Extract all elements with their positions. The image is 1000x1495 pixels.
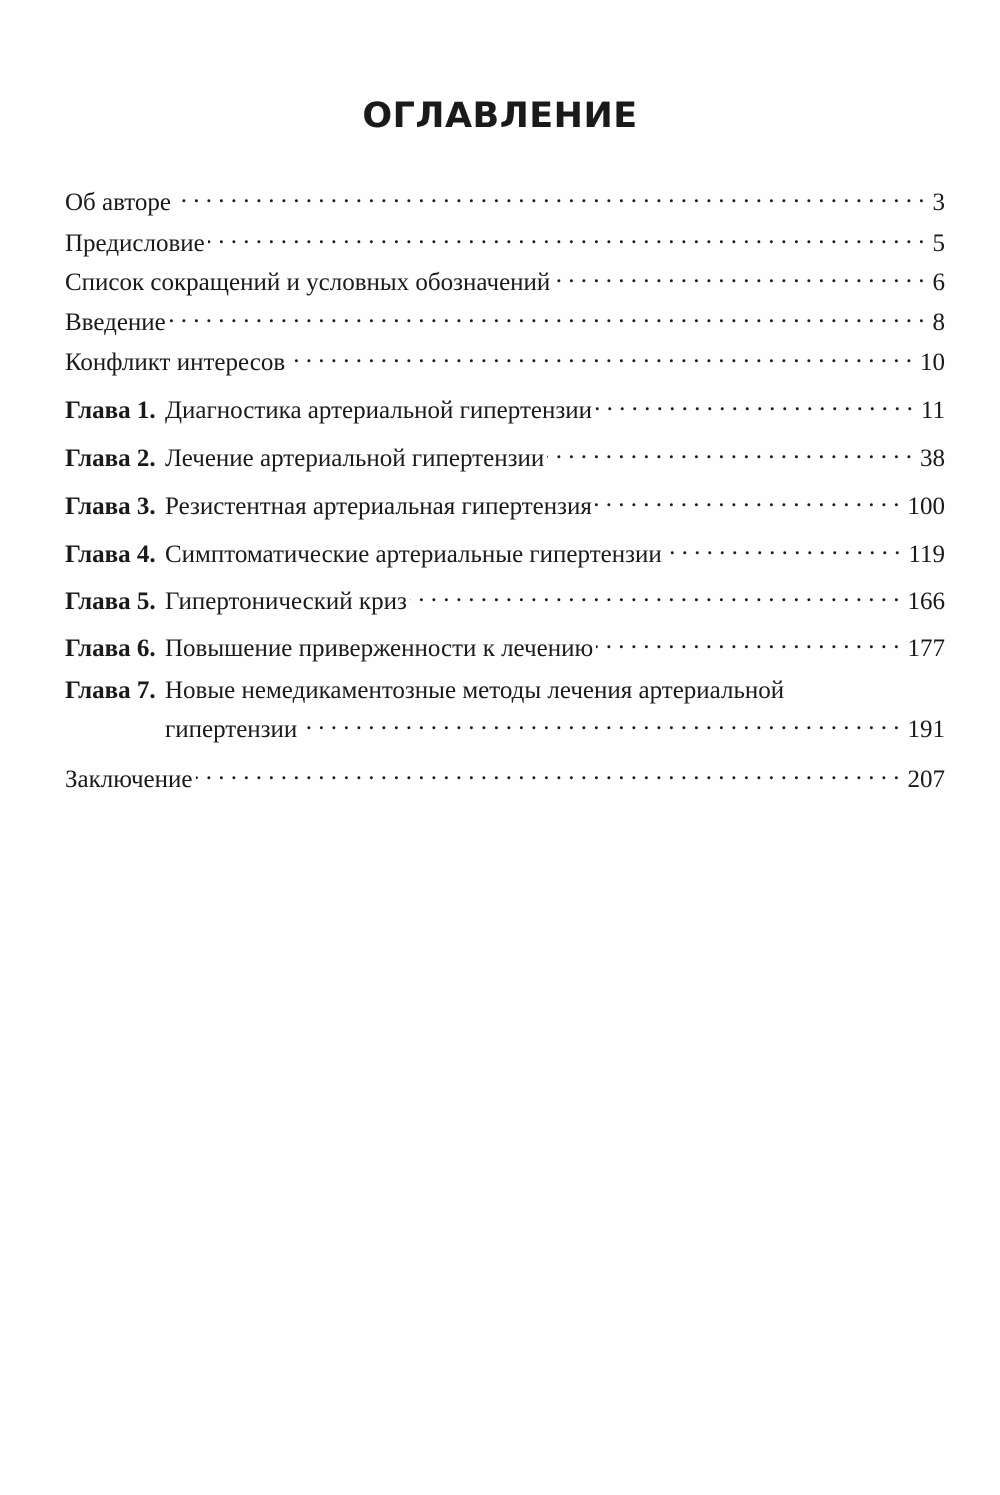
chapter-page: 166 — [907, 588, 945, 615]
toc-entry-label: Заключение — [65, 766, 193, 793]
dot-leader — [196, 757, 900, 787]
chapter-title: Резистентная артериальная гипертензия — [165, 493, 592, 520]
toc-entry-label: Список сокращений и условных обозначений — [65, 269, 551, 296]
page-title: ОГЛАВЛЕНИЕ — [362, 96, 638, 136]
dot-leader — [410, 579, 900, 609]
chapter-number: Глава 4. — [65, 541, 156, 568]
toc-chapter-1[interactable] — [65, 388, 945, 426]
toc-entry-conflict-of-interest[interactable] — [65, 340, 945, 378]
toc-entry-page: 3 — [932, 189, 945, 216]
toc-entry-label: Предисловие — [65, 230, 205, 257]
chapter-number: Глава 2. — [65, 445, 156, 472]
chapter-title-line1: Новые немедикаментозные методы лечения артериальной — [165, 677, 785, 704]
chapter-page: 100 — [907, 493, 945, 520]
toc-entry-page: 8 — [932, 309, 945, 336]
chapter-title: Повышение приверженности к лечению — [165, 635, 594, 662]
dot-leader — [547, 436, 912, 466]
toc-entry-page: 10 — [920, 349, 945, 376]
chapter-title: Симптоматические артериальные гипертензии — [165, 541, 662, 568]
toc-entry-introduction[interactable] — [65, 300, 945, 338]
dot-leader — [595, 484, 900, 514]
chapter-number: Глава 1. — [65, 397, 156, 424]
chapter-number: Глава 3. — [65, 493, 156, 520]
toc-chapter-2[interactable] — [65, 436, 945, 474]
toc-entry-conclusion[interactable] — [65, 757, 945, 795]
dot-leader — [169, 300, 925, 330]
chapter-page: 191 — [907, 716, 945, 743]
toc-entry-abbreviations[interactable] — [65, 260, 945, 298]
chapter-number: Глава 7. — [65, 677, 156, 704]
dot-leader — [174, 180, 925, 210]
chapter-title: Лечение артериальной гипертензии — [165, 445, 545, 472]
chapter-title: Гипертонический криз — [165, 588, 407, 615]
chapter-page: 177 — [907, 635, 945, 662]
dot-leader — [665, 532, 901, 562]
toc-entry-page: 5 — [932, 230, 945, 257]
chapter-page: 11 — [920, 397, 945, 424]
chapter-number: Глава 5. — [65, 588, 156, 615]
chapter-title: Диагностика артериальной гипертензии — [165, 397, 592, 424]
toc-chapter-6[interactable] — [65, 626, 945, 664]
dot-leader — [596, 626, 899, 656]
toc-entry-preface[interactable] — [65, 221, 945, 259]
toc-entry-about-author[interactable] — [65, 180, 945, 218]
toc-entry-page: 207 — [907, 766, 945, 793]
chapter-number: Глава 6. — [65, 635, 156, 662]
chapter-title-line2: гипертензии — [165, 716, 298, 743]
dot-leader — [595, 388, 913, 418]
toc-entry-page: 6 — [932, 269, 945, 296]
toc-entry-label: Введение — [65, 309, 166, 336]
dot-leader — [208, 221, 925, 251]
toc-chapter-3[interactable] — [65, 484, 945, 522]
toc-entry-label: Конфликт интересов — [65, 349, 286, 376]
toc-entry-label: Об авторе — [65, 189, 171, 216]
chapter-page: 119 — [908, 541, 945, 568]
dot-leader — [288, 340, 912, 370]
dot-leader — [300, 707, 899, 737]
chapter-page: 38 — [920, 445, 945, 472]
toc-chapter-7-continuation[interactable] — [165, 707, 945, 745]
dot-leader — [553, 260, 924, 290]
toc-chapter-5[interactable] — [65, 579, 945, 617]
toc-chapter-4[interactable] — [65, 532, 945, 570]
toc-chapter-7[interactable] — [65, 676, 945, 706]
